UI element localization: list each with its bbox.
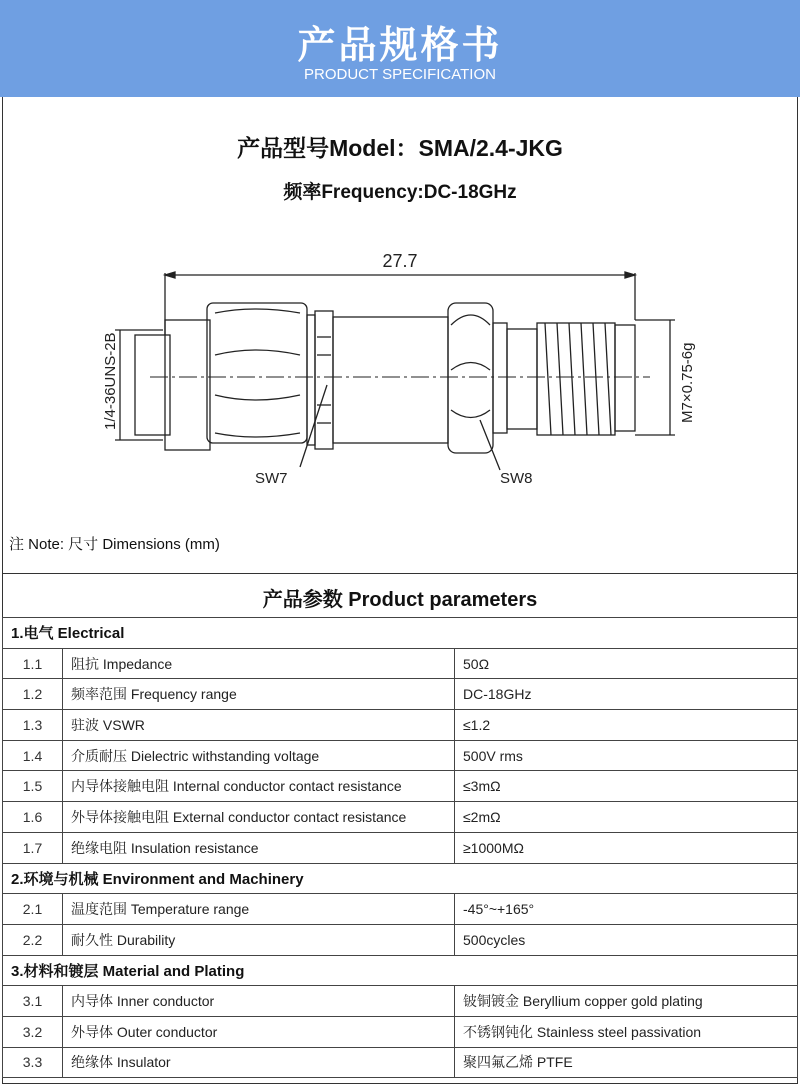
header-banner	[0, 0, 800, 97]
params-title: 产品参数 Product parameters	[262, 589, 538, 611]
cell-param: 绝缘电阻 Insulation resistance	[63, 832, 455, 863]
cell-param: 耐久性 Durability	[63, 924, 455, 955]
table-row	[3, 679, 798, 710]
cell-value: 500cycles	[455, 924, 798, 955]
cell-num: 2.1	[3, 894, 63, 925]
note: 注 Note: 尺寸 Dimensions (mm)	[9, 536, 220, 553]
cell-value: 50Ω	[455, 648, 798, 679]
section-row	[3, 863, 798, 894]
cell-param: 内导体接触电阻 Internal conductor contact resistance	[63, 771, 455, 802]
cell-num: 3.2	[3, 1016, 63, 1047]
wrench-right: SW8	[500, 470, 533, 487]
section-title: 3.材料和镀层 Material and Plating	[3, 955, 798, 986]
cell-num: 1.4	[3, 740, 63, 771]
cell-num: 1.1	[3, 648, 63, 679]
cell-num: 3.1	[3, 986, 63, 1017]
cell-value: 聚四氟乙烯 PTFE	[455, 1047, 798, 1078]
table-row	[3, 648, 798, 679]
table-row	[3, 832, 798, 863]
table-row	[3, 740, 798, 771]
cell-value: ≥1000MΩ	[455, 832, 798, 863]
cell-value: ≤2mΩ	[455, 802, 798, 833]
section-row	[3, 618, 798, 649]
cell-num: 1.2	[3, 679, 63, 710]
table-row	[3, 894, 798, 925]
cell-value: -45°~+165°	[455, 894, 798, 925]
cell-param: 阻抗 Impedance	[63, 648, 455, 679]
cell-value: 不锈钢钝化 Stainless steel passivation	[455, 1016, 798, 1047]
cell-value: 铍铜镀金 Beryllium copper gold plating	[455, 986, 798, 1017]
spec-table	[2, 617, 798, 1078]
cell-num: 3.3	[3, 1047, 63, 1078]
cell-param: 频率范围 Frequency range	[63, 679, 455, 710]
cell-value: ≤1.2	[455, 710, 798, 741]
model-title: 产品型号Model：SMA/2.4-JKG	[237, 135, 563, 161]
table-row	[3, 1016, 798, 1047]
cell-param: 绝缘体 Insulator	[63, 1047, 455, 1078]
cell-num: 2.2	[3, 924, 63, 955]
cell-num: 1.7	[3, 832, 63, 863]
cell-param: 介质耐压 Dielectric withstanding voltage	[63, 740, 455, 771]
cell-num: 1.6	[3, 802, 63, 833]
cell-param: 温度范围 Temperature range	[63, 894, 455, 925]
thread-left: 1/4-36UNS-2B	[102, 332, 119, 430]
cell-param: 外导体 Outer conductor	[63, 1016, 455, 1047]
table-row	[3, 986, 798, 1017]
cell-param: 驻波 VSWR	[63, 710, 455, 741]
section-title: 2.环境与机械 Environment and Machinery	[3, 863, 798, 894]
divider	[2, 573, 798, 574]
cell-param: 内导体 Inner conductor	[63, 986, 455, 1017]
table-row	[3, 1047, 798, 1078]
cell-value: DC-18GHz	[455, 679, 798, 710]
wrench-left: SW7	[255, 470, 288, 487]
frequency-title: 频率Frequency:DC-18GHz	[283, 182, 517, 203]
table-row	[3, 802, 798, 833]
section-row	[3, 955, 798, 986]
cell-num: 1.5	[3, 771, 63, 802]
thread-right: M7×0.75-6g	[679, 342, 696, 423]
title-en: PRODUCT SPECIFICATION	[304, 66, 496, 83]
table-row	[3, 924, 798, 955]
title-cn: 产品规格书	[297, 25, 503, 67]
cell-value: 500V rms	[455, 740, 798, 771]
table-row	[3, 771, 798, 802]
connector-drawing	[95, 245, 705, 495]
section-title: 1.电气 Electrical	[3, 618, 798, 649]
dim-length: 27.7	[382, 251, 418, 271]
cell-value: ≤3mΩ	[455, 771, 798, 802]
cell-num: 1.3	[3, 710, 63, 741]
table-row	[3, 710, 798, 741]
cell-param: 外导体接触电阻 External conductor contact resistance	[63, 802, 455, 833]
